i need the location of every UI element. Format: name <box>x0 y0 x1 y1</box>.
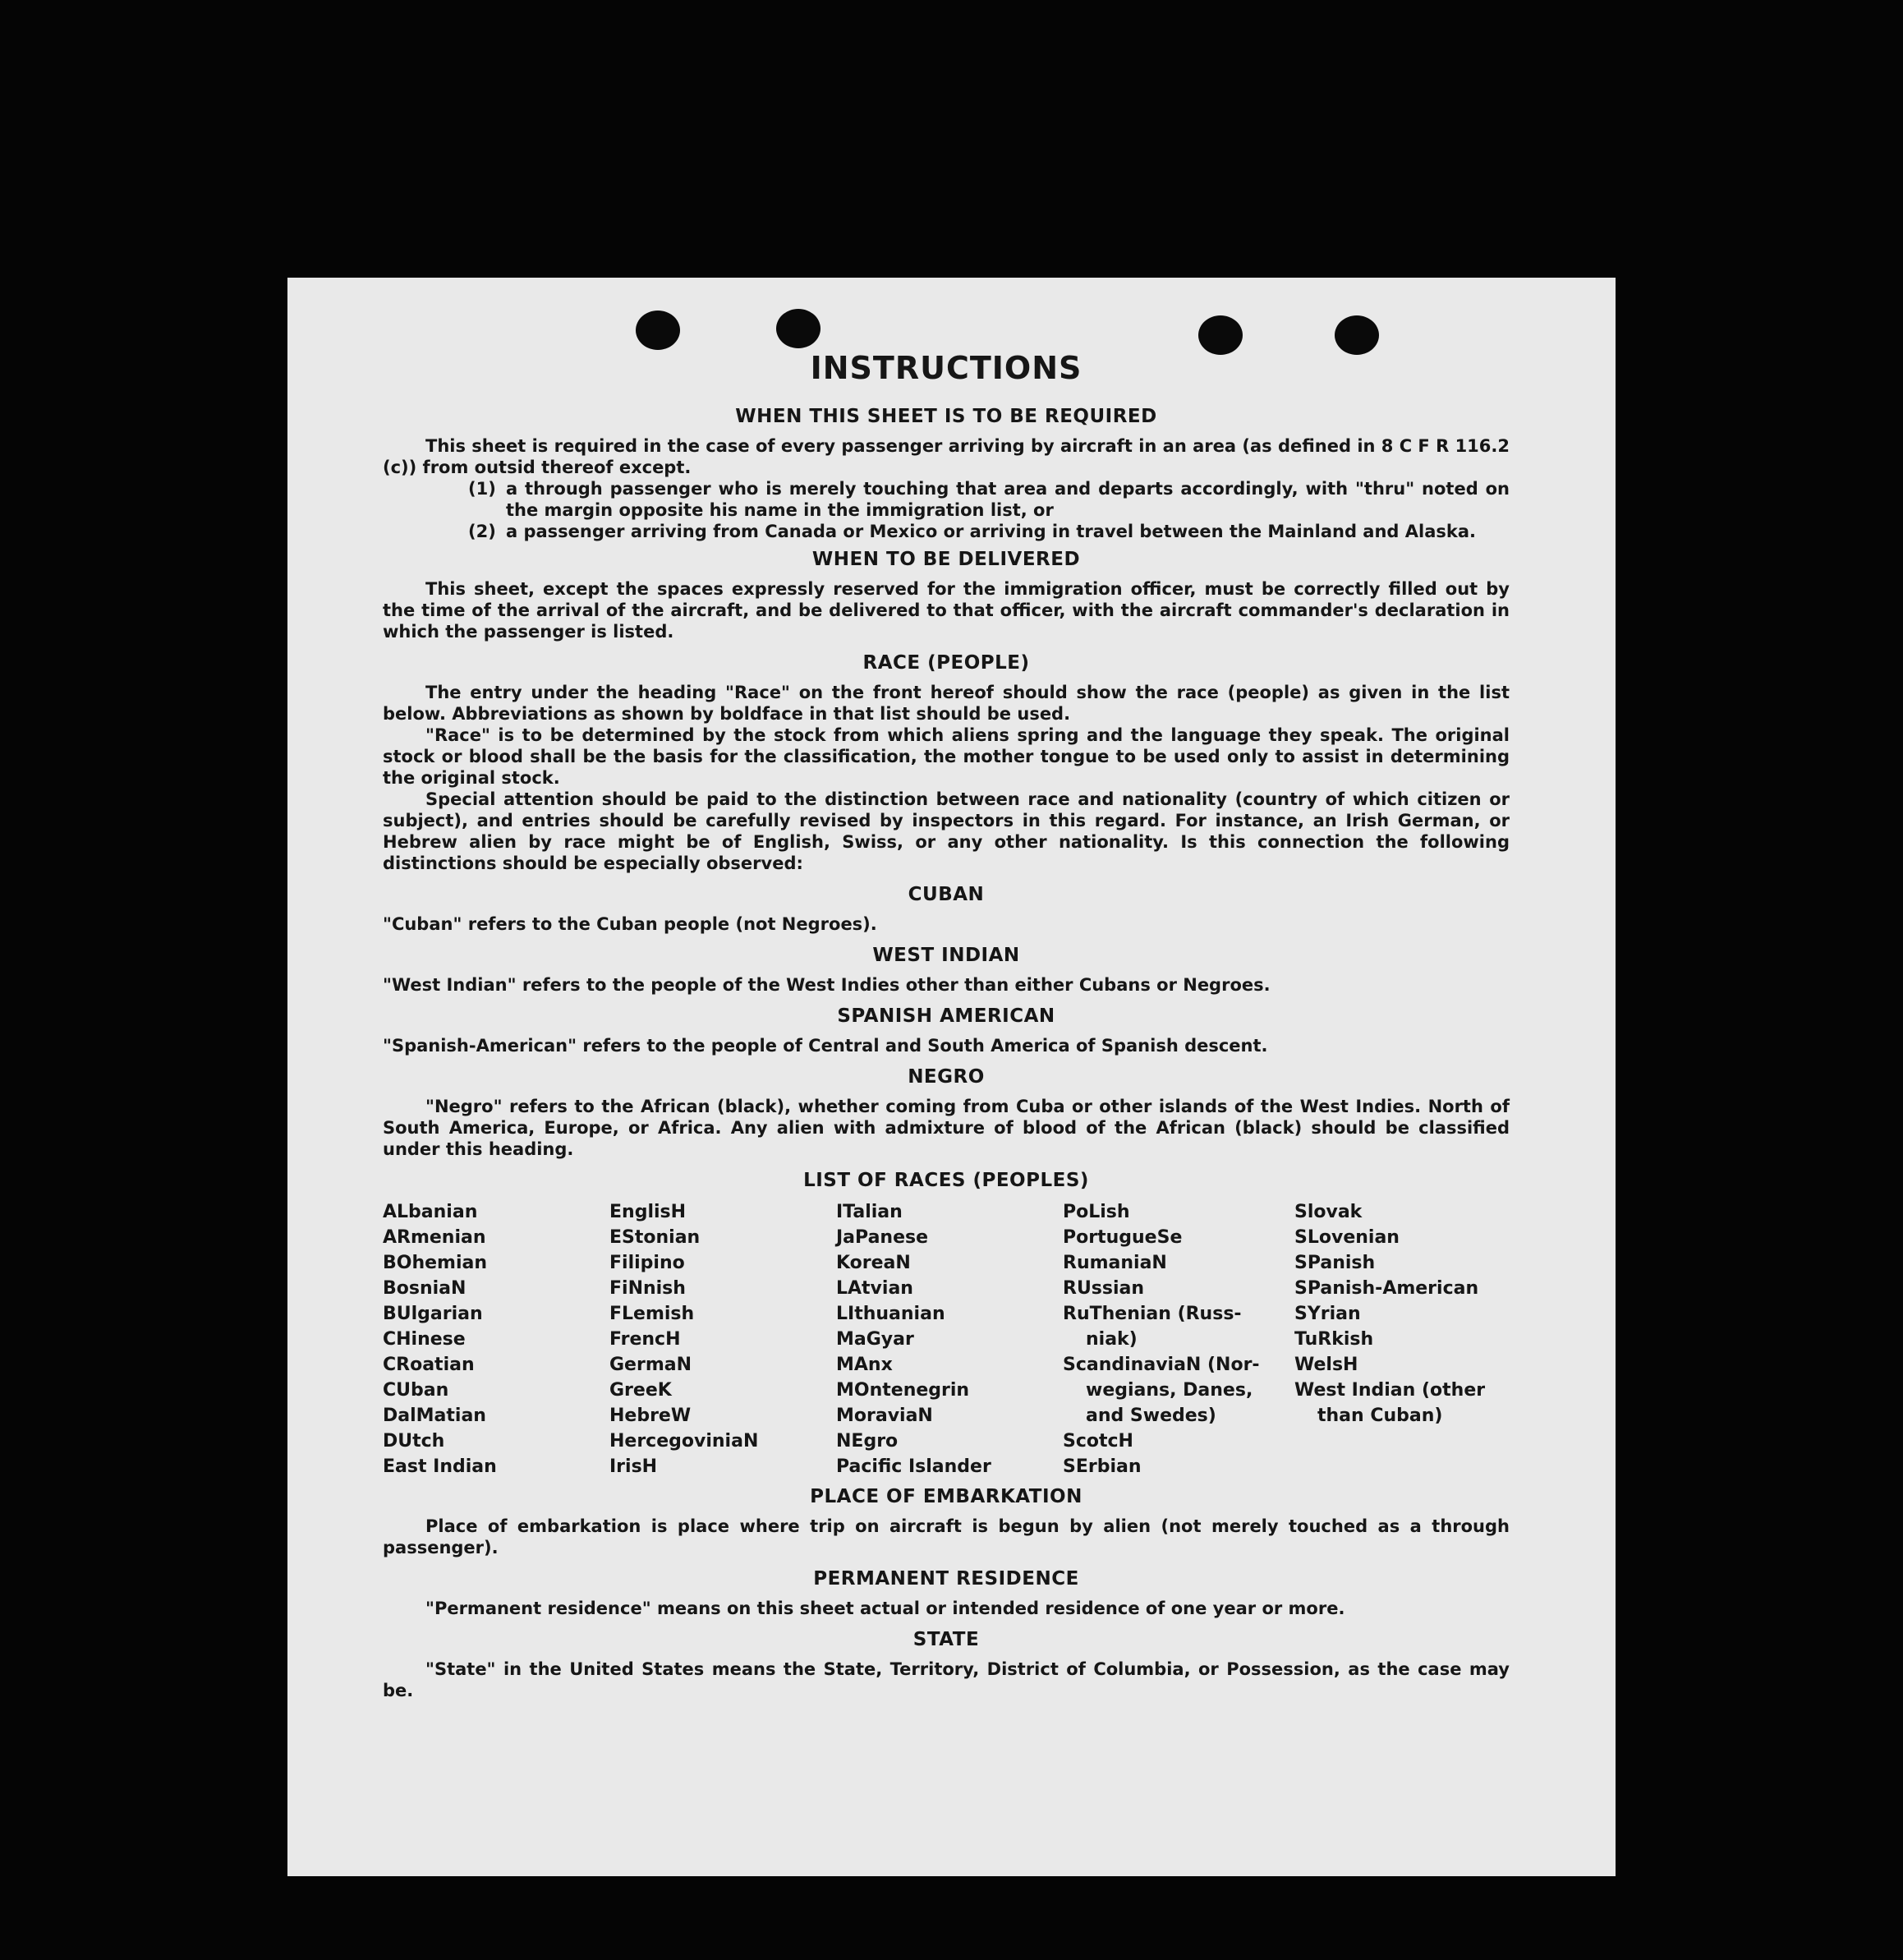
race-entry: GreeK <box>609 1380 672 1401</box>
races-column <box>836 1199 1063 1479</box>
heading-list-of-races: LIST OF RACES (PEOPLES) <box>803 1170 1089 1191</box>
cuban-text: "Cuban" refers to the Cuban people (not Negroes). <box>383 914 877 934</box>
race-entry: RumaniaN <box>1063 1253 1167 1273</box>
race-entry: MaGyar <box>836 1329 914 1350</box>
race-entry: niak) <box>1086 1329 1138 1350</box>
heading-permanent-residence: PERMANENT RESIDENCE <box>813 1568 1079 1590</box>
race-entry: East Indian <box>383 1456 497 1477</box>
race-entry: FrencH <box>609 1329 681 1350</box>
race-entry: SPanish <box>1294 1253 1376 1273</box>
heading-cuban: CUBAN <box>908 884 985 905</box>
race-entry: CHinese <box>383 1329 466 1350</box>
race-entry: RuThenian (Russ- <box>1063 1304 1242 1324</box>
races-column <box>609 1199 836 1479</box>
race-entry: Filipino <box>609 1253 685 1273</box>
heading-negro: NEGRO <box>908 1066 985 1088</box>
race-entry: KoreaN <box>836 1253 911 1273</box>
race-entry: DalMatian <box>383 1406 486 1426</box>
race-entry: LAtvian <box>836 1278 913 1299</box>
race-entry: ITalian <box>836 1202 903 1222</box>
race-entry: BosniaN <box>383 1278 467 1299</box>
race-entry: West Indian (other <box>1294 1380 1486 1401</box>
negro-text: "Negro" refers to the African (black), whether coming from Cuba or other islands of the West Indies. North of South America, Europe, or Africa. Any alien with admixture of blood of the African (black) should be classified under this heading. <box>383 1097 1510 1159</box>
race-entry: TuRkish <box>1294 1329 1374 1350</box>
race-entry: SPanish-American <box>1294 1278 1479 1299</box>
race-entry: than Cuban) <box>1317 1406 1443 1426</box>
exception-item <box>383 521 1510 542</box>
races-column <box>1063 1199 1294 1479</box>
race-paragraph-1: The entry under the heading "Race" on the front hereof should show the race (people) as given in the list below. Abbreviations as shown by boldface in that list should be used. <box>383 683 1510 724</box>
race-entry: HercegoviniaN <box>609 1431 759 1452</box>
race-entry: PortugueSe <box>1063 1227 1183 1248</box>
west-indian-text: "West Indian" refers to the people of the West Indies other than either Cubans or Negroes. <box>383 975 1271 995</box>
race-entry: EnglisH <box>609 1202 687 1222</box>
exception-number: (2) <box>468 522 496 541</box>
race-entry: CUban <box>383 1380 449 1401</box>
residence-text: "Permanent residence" means on this sheet actual or intended residence of one year or more. <box>425 1599 1345 1618</box>
race-entry: ARmenian <box>383 1227 486 1248</box>
races-column <box>1294 1199 1510 1479</box>
race-entry: JaPanese <box>836 1227 929 1248</box>
required-intro: This sheet is required in the case of every passenger arriving by aircraft in an area (as defined in 8 C F R 116.2 (c)) from outsid thereof except. <box>383 436 1510 477</box>
exception-text: a passenger arriving from Canada or Mexico or arriving in travel between the Mainland and Alaska. <box>506 522 1476 541</box>
race-entry: MOntenegrin <box>836 1380 970 1401</box>
race-entry: SLovenian <box>1294 1227 1400 1248</box>
race-entry: MAnx <box>836 1355 893 1375</box>
race-entry: GermaN <box>609 1355 692 1375</box>
race-entry: ALbanian <box>383 1202 478 1222</box>
race-entry: BUlgarian <box>383 1304 483 1324</box>
delivered-text: This sheet, except the spaces expressly reserved for the immigration officer, must be correctly filled out by the time of the arrival of the aircraft, and be delivered to that officer, with the aircraft commander's declaration in which the passenger is listed. <box>383 579 1510 642</box>
race-entry: SYrian <box>1294 1304 1361 1324</box>
race-entry: CRoatian <box>383 1355 475 1375</box>
page-title: INSTRUCTIONS <box>810 350 1083 386</box>
race-entry: Slovak <box>1294 1202 1363 1222</box>
race-paragraph-3: Special attention should be paid to the distinction between race and nationality (country of which citizen or subject), and entries should be carefully revised by inspectors in this regard. For instance, an Irish German, or Hebrew alien by race might be of English, Swiss, or any other nationality. Is this connection the following distinctions should be especially observed: <box>383 789 1510 873</box>
heading-race: RACE (PEOPLE) <box>862 652 1030 674</box>
race-entry: ScandinaviaN (Nor- <box>1063 1355 1260 1375</box>
race-entry: FiNnish <box>609 1278 686 1299</box>
race-entry: LIthuanian <box>836 1304 945 1324</box>
spanish-american-text: "Spanish-American" refers to the people of Central and South America of Spanish descent. <box>383 1036 1268 1056</box>
exception-item <box>383 478 1510 521</box>
heading-west-indian: WEST INDIAN <box>872 945 1020 966</box>
punch-hole <box>1335 315 1379 355</box>
race-entry: RUssian <box>1063 1278 1145 1299</box>
heading-embarkation: PLACE OF EMBARKATION <box>810 1486 1083 1507</box>
race-entry: BOhemian <box>383 1253 488 1273</box>
race-entry: ScotcH <box>1063 1431 1133 1452</box>
race-paragraph-2: "Race" is to be determined by the stock from which aliens spring and the language they speak. The original stock or blood shall be the basis for the classification, the mother tongue to be used only to assist in determining the original stock. <box>383 725 1510 788</box>
heading-delivered: WHEN TO BE DELIVERED <box>811 549 1081 570</box>
exception-number: (1) <box>468 479 496 499</box>
punch-hole <box>636 311 680 350</box>
races-column <box>383 1199 609 1479</box>
race-entry: DUtch <box>383 1431 445 1452</box>
race-entry: Pacific Islander <box>836 1456 991 1477</box>
heading-state: STATE <box>912 1629 980 1650</box>
race-entry: WelsH <box>1294 1355 1358 1375</box>
race-entry: NEgro <box>836 1431 899 1452</box>
state-text: "State" in the United States means the State, Territory, District of Columbia, or Possession, as the case may be. <box>383 1659 1510 1700</box>
embarkation-text: Place of embarkation is place where trip on aircraft is begun by alien (not merely touched as a through passenger). <box>383 1516 1510 1557</box>
race-entry: wegians, Danes, <box>1086 1380 1253 1401</box>
race-entry: EStonian <box>609 1227 701 1248</box>
instructions-content <box>383 350 1510 1701</box>
document-page <box>287 278 1616 1876</box>
race-entry: IrisH <box>609 1456 658 1477</box>
race-entry: MoraviaN <box>836 1406 933 1426</box>
heading-spanish-american: SPANISH AMERICAN <box>837 1005 1055 1027</box>
races-list <box>383 1199 1510 1479</box>
race-entry: SErbian <box>1063 1456 1142 1477</box>
punch-hole <box>776 309 820 348</box>
race-entry: HebreW <box>609 1406 692 1426</box>
punch-hole <box>1198 315 1243 355</box>
race-entry: PoLish <box>1063 1202 1130 1222</box>
exception-text: a through passenger who is merely touching that area and departs accordingly, with "thru" noted on the margin opposite his name in the immigration list, or <box>506 479 1510 520</box>
race-entry: FLemish <box>609 1304 695 1324</box>
heading-required: WHEN THIS SHEET IS TO BE REQUIRED <box>735 406 1157 427</box>
race-entry: and Swedes) <box>1086 1406 1216 1426</box>
